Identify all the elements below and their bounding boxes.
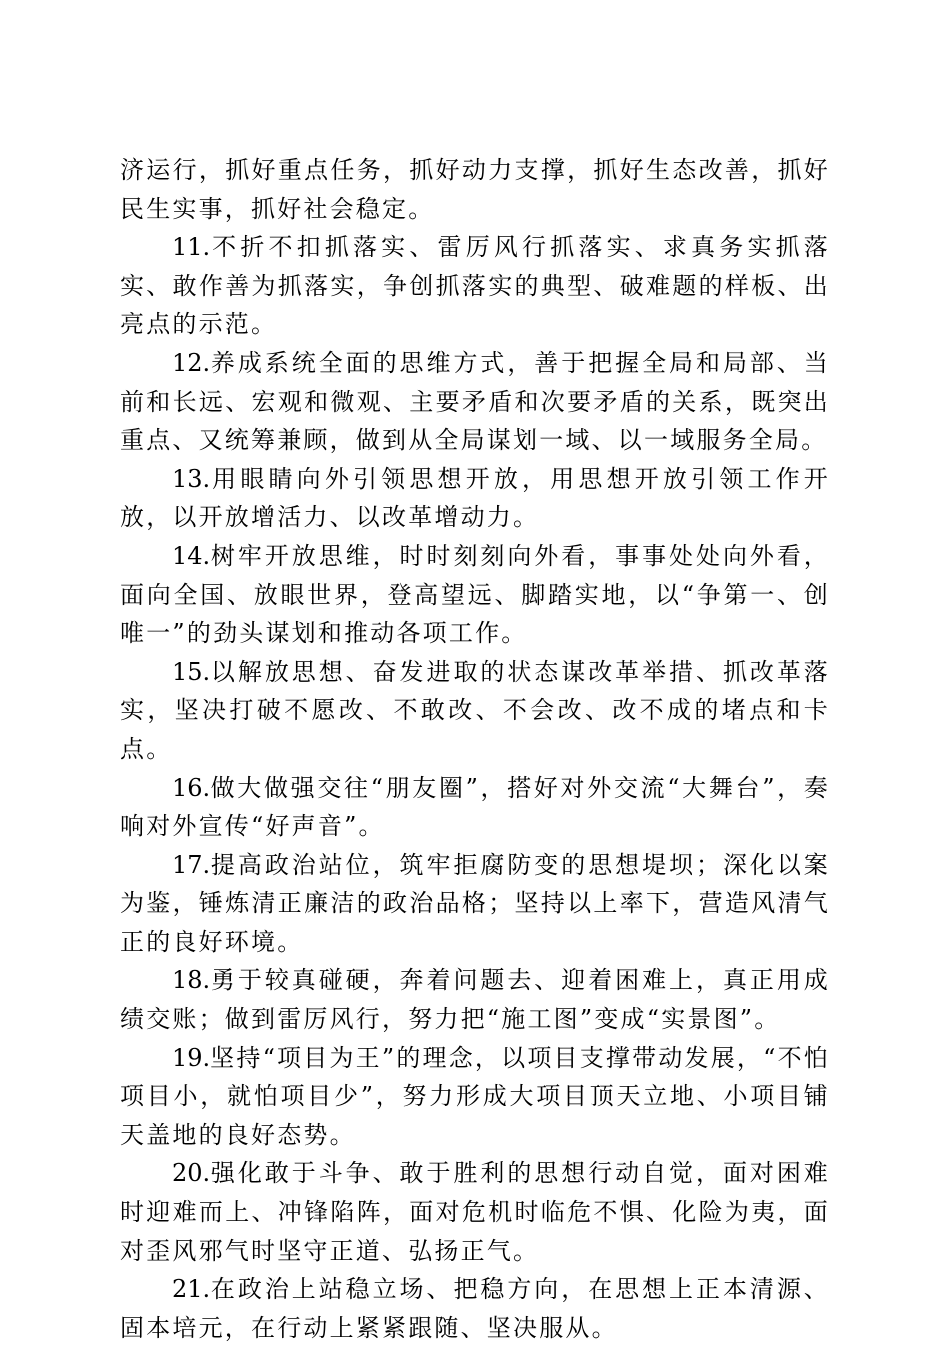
item-number: 16. — [172, 773, 211, 802]
list-item — [120, 460, 830, 537]
item-text: 不折不扣抓落实、雷厉风行抓落实、求真务实抓落实、敢作善为抓落实，争创抓落实的典型、破难题的样板、出亮点的示范。 — [120, 233, 830, 339]
list-item — [120, 228, 830, 344]
list-item — [120, 653, 830, 769]
list-item — [120, 846, 830, 962]
item-number: 13. — [172, 464, 211, 493]
list-item — [120, 344, 830, 460]
item-number: 17. — [172, 850, 211, 879]
list-item — [120, 769, 830, 846]
item-text: 提高政治站位，筑牢拒腐防变的思想堤坝；深化以案为鉴，锤炼清正廉洁的政治品格；坚持以上率下，营造风清气正的良好环境。 — [120, 850, 830, 956]
item-text: 勇于较真碰硬，奔着问题去、迎着困难上，真正用成绩交账；做到雷厉风行，努力把“施工图”变成“实景图”。 — [120, 966, 830, 1034]
item-text: 养成系统全面的思维方式，善于把握全局和局部、当前和长远、宏观和微观、主要矛盾和次要矛盾的关系，既突出重点、又统筹兼顾，做到从全局谋划一域、以一域服务全局。 — [120, 348, 830, 455]
item-text: 树牢开放思维，时时刻刻向外看，事事处处向外看，面向全国、放眼世界，登高望远、脚踏实地，以“争第一、创唯一”的劲头谋划和推动各项工作。 — [120, 541, 830, 648]
item-text: 坚持“项目为王”的理念，以项目支撑带动发展，“不怕项目小，就怕项目少”，努力形成大项目顶天立地、小项目铺天盖地的良好态势。 — [120, 1043, 830, 1149]
list-item — [120, 1270, 830, 1347]
item-number: 14. — [172, 541, 211, 570]
item-number: 19. — [172, 1043, 211, 1072]
item-number: 20. — [172, 1159, 211, 1188]
continuation-paragraph — [120, 151, 830, 228]
item-text: 用眼睛向外引领思想开放，用思想开放引领工作开放，以开放增活力、以改革增动力。 — [120, 464, 830, 532]
list-item — [120, 961, 830, 1038]
document-body — [120, 151, 830, 1347]
item-number: 11. — [172, 233, 211, 262]
list-item — [120, 1039, 830, 1155]
item-text: 强化敢于斗争、敢于胜利的思想行动自觉，面对困难时迎难而上、冲锋陷阵，面对危机时临危不惧、化险为夷，面对歪风邪气时坚守正道、弘扬正气。 — [120, 1159, 830, 1265]
item-number: 18. — [172, 966, 211, 995]
list-item — [120, 537, 830, 653]
item-text: 以解放思想、奋发进取的状态谋改革举措、抓改革落实，坚决打破不愿改、不敢改、不会改、改不成的堵点和卡点。 — [120, 657, 830, 763]
item-number: 12. — [172, 348, 211, 377]
paragraph-text: 济运行，抓好重点任务，抓好动力支撑，抓好生态改善，抓好民生实事，抓好社会稳定。 — [120, 156, 830, 223]
item-number: 15. — [172, 657, 211, 686]
item-text: 在政治上站稳立场、把稳方向，在思想上正本清源、固本培元，在行动上紧紧跟随、坚决服从。 — [120, 1275, 830, 1342]
list-item — [120, 1154, 830, 1270]
item-number: 21. — [172, 1275, 211, 1304]
item-text: 做大做强交往“朋友圈”，搭好对外交流“大舞台”，奏响对外宣传“好声音”。 — [120, 773, 830, 841]
